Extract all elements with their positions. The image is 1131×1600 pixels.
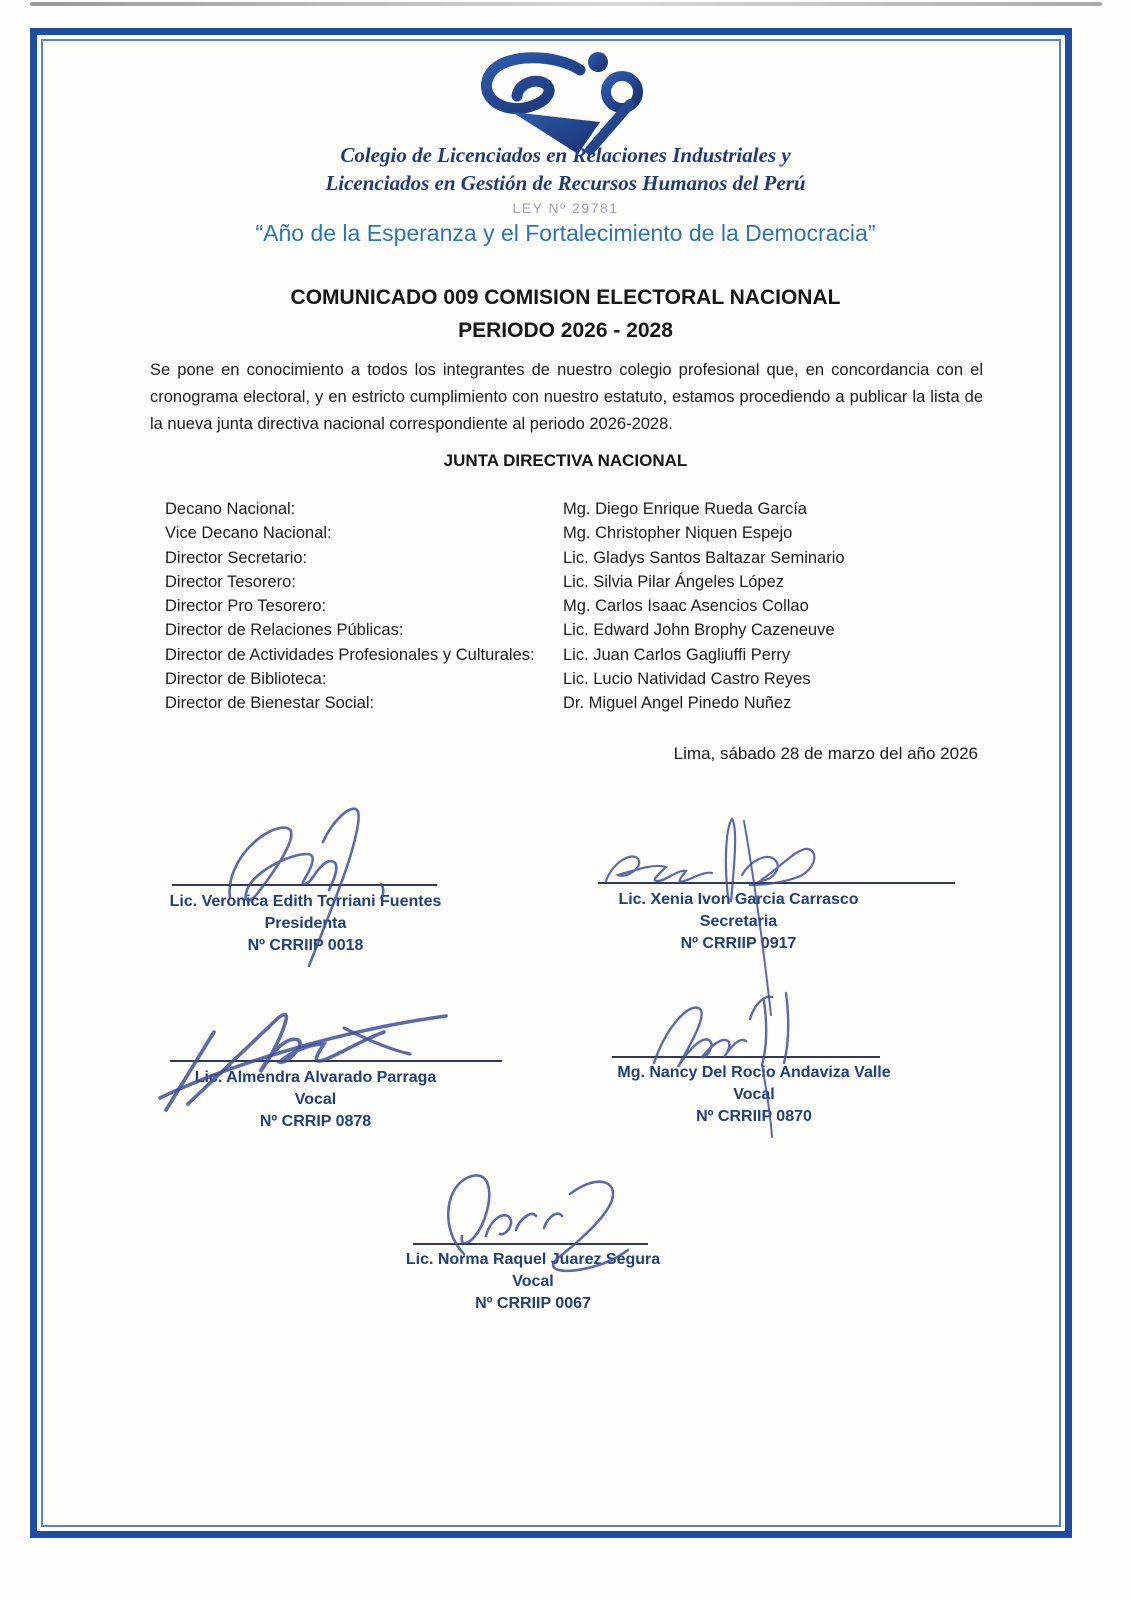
board-role: Director de Relaciones Públicas:	[165, 621, 404, 640]
board-row	[165, 497, 1005, 521]
board-row	[165, 521, 1005, 545]
board-member-name: Lic. Silvia Pilar Ángeles López	[563, 572, 785, 591]
board-row	[165, 667, 1005, 691]
board-member-name: Lic. Edward John Brophy Cazeneuve	[563, 621, 835, 640]
year-motto: “Año de la Esperanza y el Fortalecimiento de la Democracia”	[255, 220, 876, 246]
signature-role: Vocal	[733, 1086, 775, 1103]
signature-role: Presidenta	[264, 915, 347, 932]
board-role: Director de Bienestar Social:	[165, 694, 375, 713]
dateline: Lima, sábado 28 de marzo del año 2026	[673, 744, 978, 763]
signature-name: Lic. Almendra Alvarado Parraga	[194, 1069, 437, 1086]
board-role: Decano Nacional:	[165, 500, 296, 518]
board-role: Vice Decano Nacional:	[165, 524, 332, 543]
board-member-name: Lic. Gladys Santos Baltazar Seminario	[563, 548, 845, 567]
board-row	[165, 546, 1005, 570]
signature-rule	[172, 884, 437, 886]
signature-name: Lic. Norma Raquel Juarez Segura	[405, 1251, 661, 1268]
signature-rule	[413, 1243, 648, 1245]
board-role: Director Secretario:	[165, 548, 308, 567]
document-title-line1: COMUNICADO 009 COMISION ELECTORAL NACIONAL	[290, 286, 841, 309]
board-row	[165, 691, 1005, 715]
board-heading: JUNTA DIRECTIVA NACIONAL	[443, 451, 688, 470]
signature-block-secretaria	[597, 889, 880, 955]
board-role: Director de Biblioteca:	[165, 670, 327, 689]
signature-block-presidenta	[158, 891, 453, 957]
board-row	[165, 618, 1005, 642]
board-row	[165, 570, 1005, 594]
signature-number: Nº CRRIIP 0018	[247, 937, 364, 954]
signature-number: Nº CRRIIP 0067	[475, 1295, 591, 1312]
board-row	[165, 643, 1005, 667]
board-member-name: Mg. Christopher Niquen Espejo	[563, 524, 793, 543]
board-row	[165, 594, 1005, 618]
signature-block-vocal-2	[605, 1062, 903, 1128]
signature-rule	[598, 882, 955, 884]
signature-name: Lic. Xenia Ivon Garcia Carrasco	[618, 891, 859, 908]
document-title	[0, 281, 1131, 347]
signature-number: Nº CRRIIP 0917	[680, 935, 797, 952]
org-name	[0, 141, 1131, 197]
signature-block-vocal-3	[402, 1249, 664, 1315]
signature-name: Lic. Veronica Edith Torriani Fuentes	[169, 893, 442, 910]
signature-number: Nº CRRIP 0878	[259, 1113, 372, 1130]
signature-block-vocal-1	[168, 1067, 463, 1133]
signature-name: Mg. Nancy Del Rocio Andaviza Valle	[617, 1064, 891, 1081]
board-list	[165, 497, 1005, 716]
board-member-name: Lic. Juan Carlos Gagliuffi Perry	[563, 645, 791, 664]
signature-number: Nº CRRIIP 0870	[696, 1108, 812, 1125]
board-member-name: Dr. Miguel Angel Pinedo Nuñez	[563, 694, 792, 713]
board-role: Director Tesorero:	[165, 572, 296, 591]
scan-artifact-top-edge	[30, 2, 1102, 6]
signature-role: Secretaria	[699, 913, 778, 930]
signature-role: Vocal	[512, 1273, 554, 1290]
body-paragraph: Se pone en conocimiento a todos los integrantes de nuestro colegio profesional que, en concordancia con el cronograma electoral, y en estricto cumplimiento con nuestro estatuto, estamos procediendo a publicar la lista de la nueva junta directiva nacional correspondiente al periodo 2026-2028.	[150, 361, 983, 433]
signature-rule	[170, 1060, 502, 1062]
signature-role: Vocal	[294, 1091, 337, 1108]
board-member-name: Mg. Carlos Isaac Asencios Collao	[563, 597, 809, 616]
signature-rule	[612, 1056, 880, 1058]
law-number: LEY Nº 29781	[512, 200, 619, 216]
board-member-name: Lic. Lucio Natividad Castro Reyes	[563, 670, 811, 689]
org-name-line2: Licenciados en Gestión de Recursos Humanos del Perú	[325, 171, 806, 195]
board-role: Director de Actividades Profesionales y Culturales:	[165, 645, 535, 664]
board-role: Director Pro Tesorero:	[165, 597, 327, 616]
document-title-line2: PERIODO 2026 - 2028	[458, 319, 673, 342]
board-member-name: Mg. Diego Enrique Rueda García	[563, 500, 807, 518]
org-name-line1: Colegio de Licenciados en Relaciones Industriales y	[340, 143, 791, 167]
